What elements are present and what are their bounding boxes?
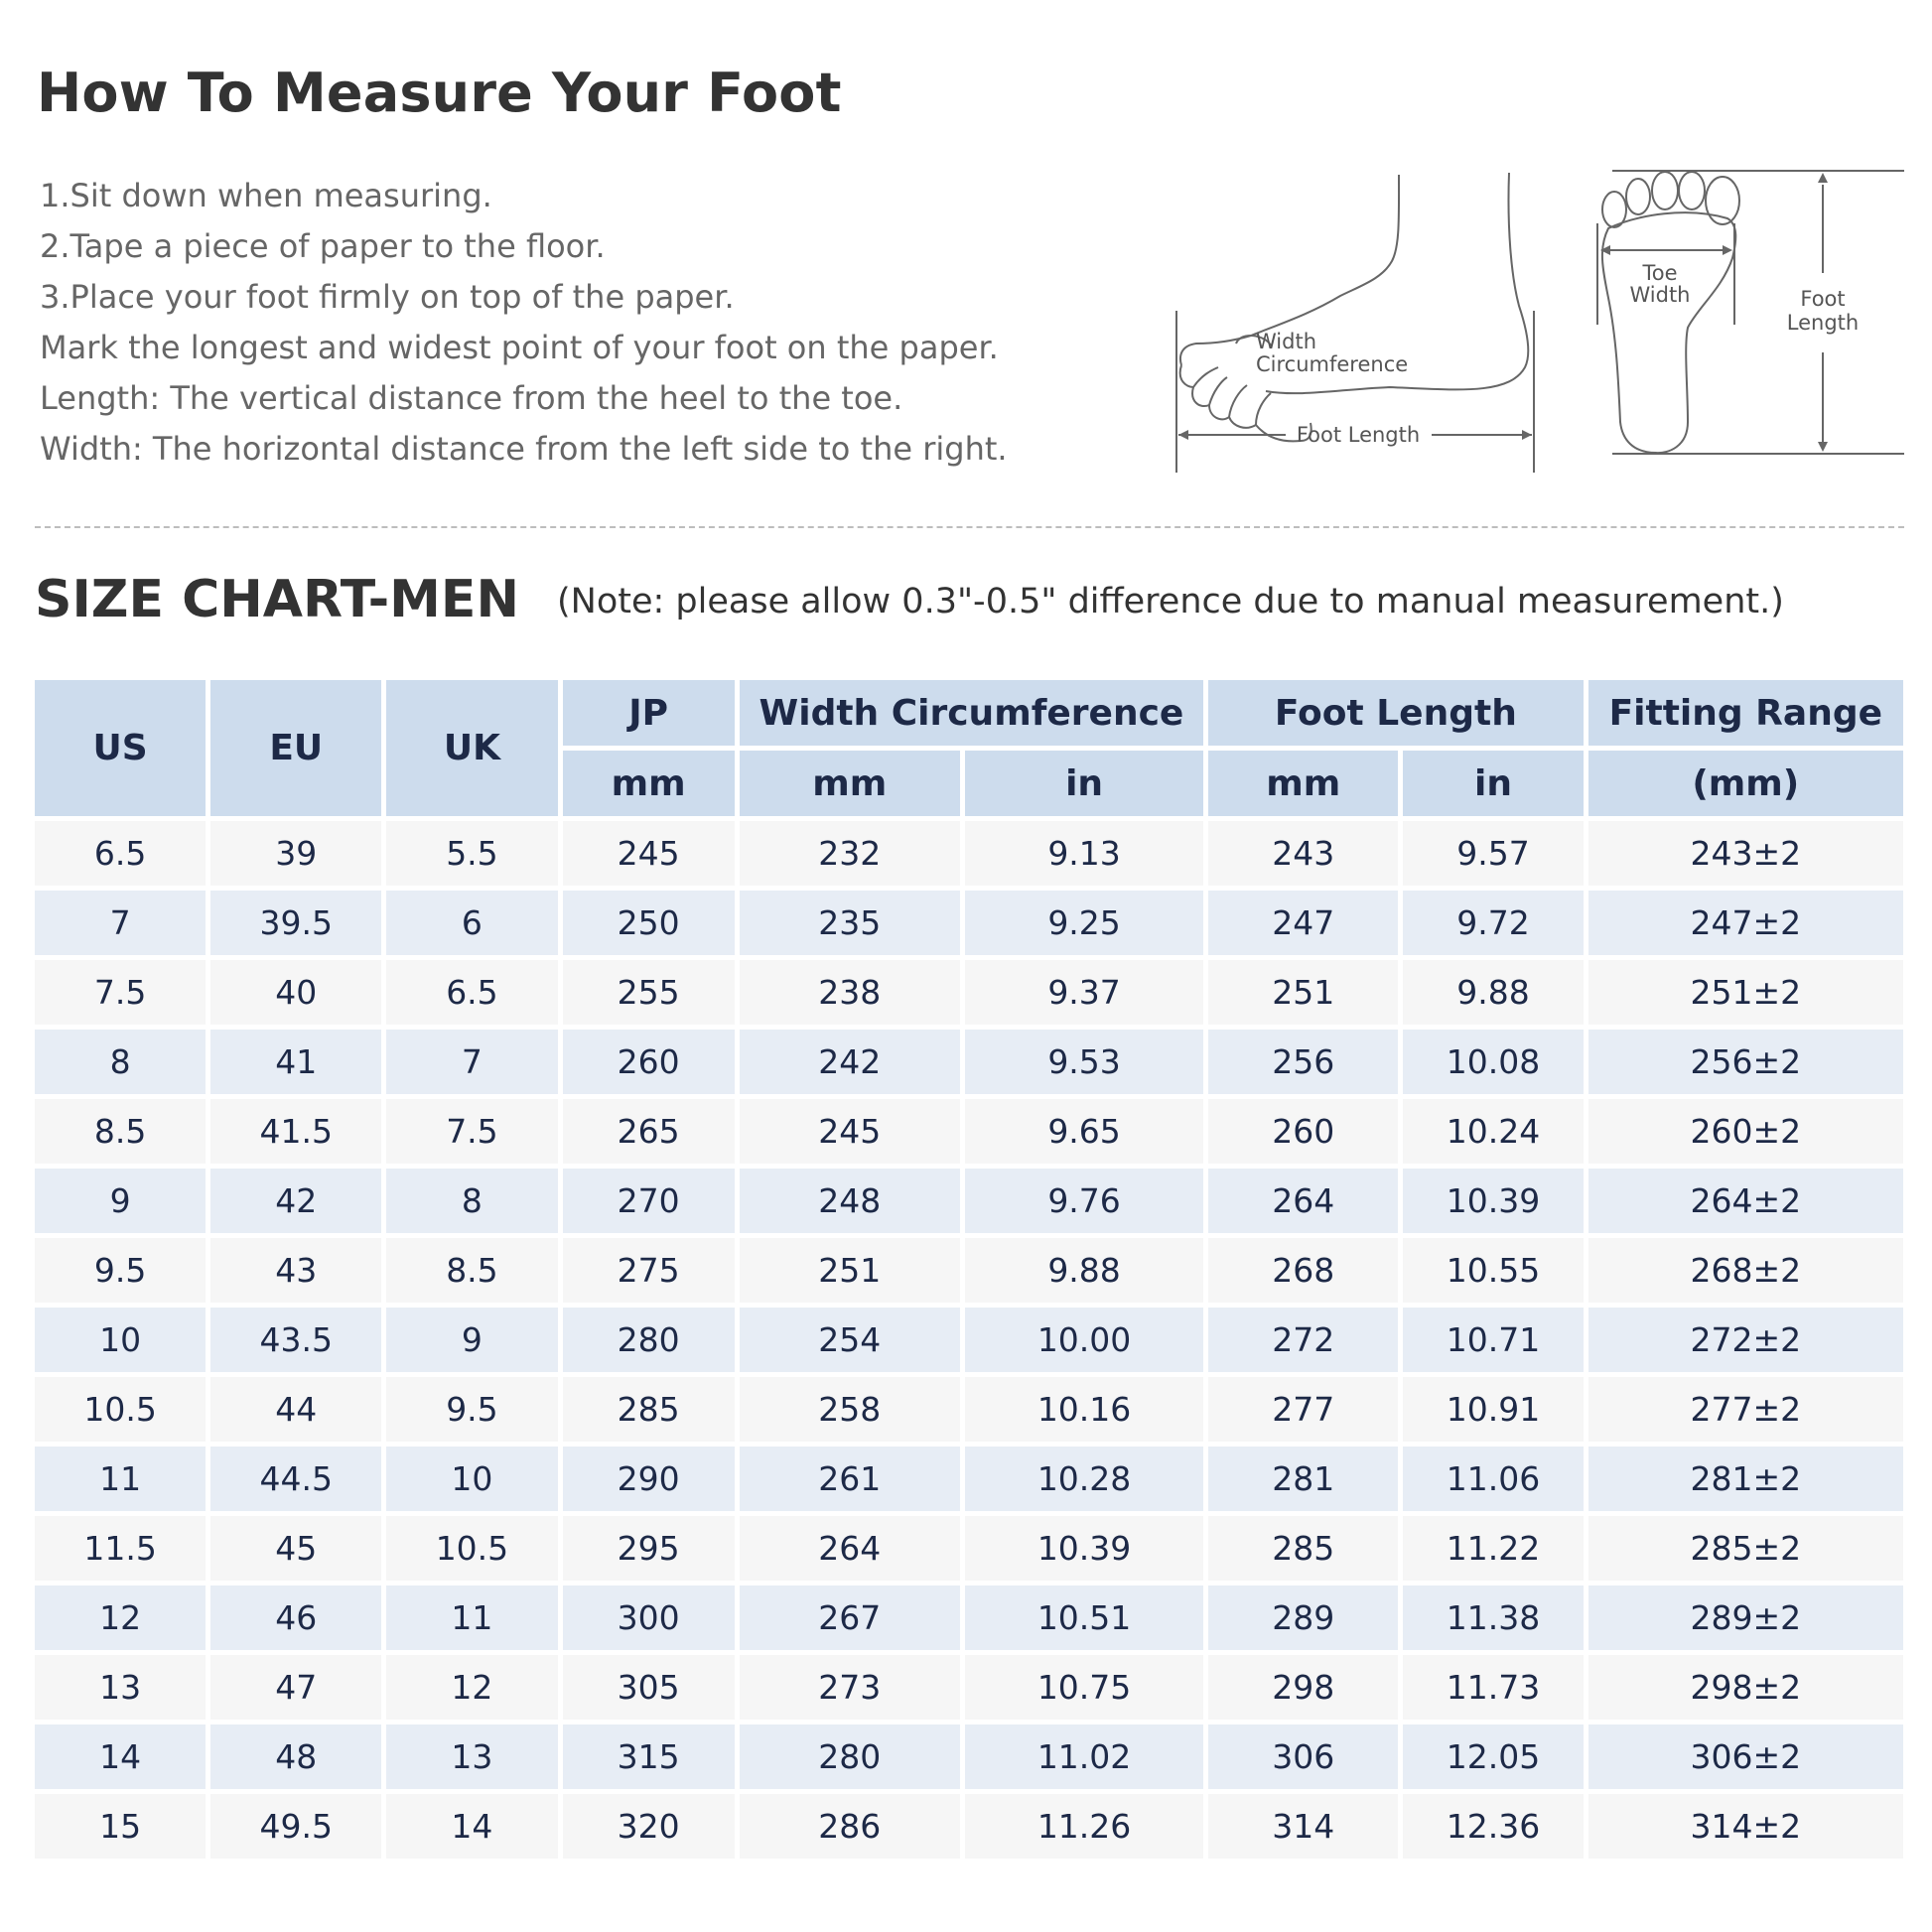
cell-wc-in: 9.76 (965, 1169, 1203, 1233)
cell-uk: 8.5 (386, 1238, 557, 1303)
cell-wc-mm: 238 (740, 960, 960, 1025)
cell-jp-mm: 255 (563, 960, 735, 1025)
cell-wc-in: 10.00 (965, 1308, 1203, 1372)
cell-wc-mm: 258 (740, 1377, 960, 1442)
measure-steps (40, 171, 1008, 475)
table-row (35, 1030, 1903, 1094)
cell-jp-mm: 270 (563, 1169, 735, 1233)
cell-jp-mm: 315 (563, 1725, 735, 1789)
cell-wc-in: 9.88 (965, 1238, 1203, 1303)
cell-us: 15 (35, 1794, 206, 1859)
toe-width-label-2: Width (1629, 283, 1691, 307)
header-fitting-range: Fitting Range (1588, 680, 1903, 746)
cell-fitting-range: 247±2 (1588, 891, 1903, 955)
cell-wc-mm: 251 (740, 1238, 960, 1303)
cell-uk: 7 (386, 1030, 557, 1094)
cell-fl-in: 10.71 (1403, 1308, 1583, 1372)
cell-wc-in: 10.16 (965, 1377, 1203, 1442)
header-jp-unit: mm (563, 751, 735, 816)
table-row (35, 1725, 1903, 1789)
cell-fl-in: 10.39 (1403, 1169, 1583, 1233)
cell-jp-mm: 275 (563, 1238, 735, 1303)
cell-fl-in: 12.05 (1403, 1725, 1583, 1789)
cell-fitting-range: 264±2 (1588, 1169, 1903, 1233)
table-row (35, 1099, 1903, 1164)
cell-eu: 48 (210, 1725, 381, 1789)
cell-fitting-range: 260±2 (1588, 1099, 1903, 1164)
width-circumference-label-1: Width (1256, 330, 1317, 353)
table-row (35, 1586, 1903, 1650)
cell-fl-in: 10.55 (1403, 1238, 1583, 1303)
cell-uk: 6 (386, 891, 557, 955)
cell-jp-mm: 250 (563, 891, 735, 955)
cell-us: 6.5 (35, 821, 206, 886)
cell-uk: 14 (386, 1794, 557, 1859)
cell-uk: 9 (386, 1308, 557, 1372)
cell-uk: 11 (386, 1586, 557, 1650)
cell-wc-mm: 264 (740, 1516, 960, 1581)
cell-wc-mm: 232 (740, 821, 960, 886)
table-row (35, 1516, 1903, 1581)
cell-jp-mm: 290 (563, 1447, 735, 1511)
table-row (35, 1169, 1903, 1233)
cell-us: 9 (35, 1169, 206, 1233)
cell-eu: 44.5 (210, 1447, 381, 1511)
top-foot-length-label-1: Foot (1800, 287, 1846, 311)
cell-fitting-range: 268±2 (1588, 1238, 1903, 1303)
cell-uk: 8 (386, 1169, 557, 1233)
cell-jp-mm: 280 (563, 1308, 735, 1372)
header-us: US (35, 680, 206, 816)
cell-jp-mm: 295 (563, 1516, 735, 1581)
cell-uk: 6.5 (386, 960, 557, 1025)
cell-eu: 46 (210, 1586, 381, 1650)
cell-eu: 41.5 (210, 1099, 381, 1164)
cell-fitting-range: 281±2 (1588, 1447, 1903, 1511)
cell-us: 13 (35, 1655, 206, 1720)
cell-fl-mm: 314 (1208, 1794, 1398, 1859)
size-chart-note: (Note: please allow 0.3"-0.5" difference due to manual measurement.) (557, 582, 1784, 621)
cell-us: 11.5 (35, 1516, 206, 1581)
header-jp: JP (563, 680, 735, 746)
cell-us: 14 (35, 1725, 206, 1789)
cell-fitting-range: 298±2 (1588, 1655, 1903, 1720)
cell-wc-mm: 280 (740, 1725, 960, 1789)
step-item: Length: The vertical distance from the heel to the toe. (40, 379, 903, 417)
size-chart-table (30, 675, 1908, 1863)
cell-uk: 7.5 (386, 1099, 557, 1164)
cell-wc-mm: 242 (740, 1030, 960, 1094)
cell-eu: 40 (210, 960, 381, 1025)
step-item: Width: The horizontal distance from the left side to the right. (40, 430, 1008, 468)
cell-eu: 43.5 (210, 1308, 381, 1372)
cell-fl-in: 11.73 (1403, 1655, 1583, 1720)
cell-eu: 49.5 (210, 1794, 381, 1859)
cell-fitting-range: 277±2 (1588, 1377, 1903, 1442)
cell-us: 12 (35, 1586, 206, 1650)
cell-wc-in: 10.75 (965, 1655, 1203, 1720)
cell-wc-in: 11.02 (965, 1725, 1203, 1789)
toe-width-label-1: Toe (1642, 261, 1678, 285)
cell-eu: 43 (210, 1238, 381, 1303)
cell-jp-mm: 285 (563, 1377, 735, 1442)
cell-fl-mm: 289 (1208, 1586, 1398, 1650)
cell-wc-mm: 261 (740, 1447, 960, 1511)
cell-fl-in: 10.08 (1403, 1030, 1583, 1094)
cell-eu: 44 (210, 1377, 381, 1442)
table-row (35, 1377, 1903, 1442)
cell-wc-mm: 254 (740, 1308, 960, 1372)
cell-fitting-range: 306±2 (1588, 1725, 1903, 1789)
table-row (35, 960, 1903, 1025)
cell-fl-in: 11.38 (1403, 1586, 1583, 1650)
header-fl-in: in (1403, 751, 1583, 816)
table-row (35, 821, 1903, 886)
cell-us: 7 (35, 891, 206, 955)
cell-wc-in: 9.65 (965, 1099, 1203, 1164)
cell-uk: 5.5 (386, 821, 557, 886)
cell-jp-mm: 305 (563, 1655, 735, 1720)
cell-fl-in: 9.57 (1403, 821, 1583, 886)
cell-jp-mm: 245 (563, 821, 735, 886)
cell-fitting-range: 289±2 (1588, 1586, 1903, 1650)
cell-fl-mm: 281 (1208, 1447, 1398, 1511)
top-foot-diagram (1588, 159, 1906, 467)
cell-us: 8.5 (35, 1099, 206, 1164)
cell-fl-mm: 247 (1208, 891, 1398, 955)
cell-fl-in: 12.36 (1403, 1794, 1583, 1859)
cell-wc-in: 10.28 (965, 1447, 1203, 1511)
cell-fl-mm: 298 (1208, 1655, 1398, 1720)
cell-fitting-range: 251±2 (1588, 960, 1903, 1025)
cell-fitting-range: 314±2 (1588, 1794, 1903, 1859)
cell-wc-in: 11.26 (965, 1794, 1203, 1859)
header-fl-mm: mm (1208, 751, 1398, 816)
table-row (35, 1447, 1903, 1511)
side-foot-length-label: Foot Length (1296, 423, 1421, 447)
step-item: 3.Place your foot firmly on top of the paper. (40, 278, 735, 316)
section-divider (35, 526, 1904, 528)
cell-us: 8 (35, 1030, 206, 1094)
cell-eu: 47 (210, 1655, 381, 1720)
cell-wc-mm: 235 (740, 891, 960, 955)
cell-us: 10.5 (35, 1377, 206, 1442)
table-row (35, 1238, 1903, 1303)
header-wc-mm: mm (740, 751, 960, 816)
cell-uk: 13 (386, 1725, 557, 1789)
size-chart-title: SIZE CHART-MEN (35, 570, 519, 629)
cell-wc-in: 9.13 (965, 821, 1203, 886)
cell-uk: 12 (386, 1655, 557, 1720)
cell-fl-in: 9.72 (1403, 891, 1583, 955)
side-foot-diagram (1162, 167, 1549, 484)
header-eu: EU (210, 680, 381, 816)
cell-fl-in: 10.24 (1403, 1099, 1583, 1164)
cell-us: 7.5 (35, 960, 206, 1025)
cell-eu: 42 (210, 1169, 381, 1233)
cell-wc-mm: 248 (740, 1169, 960, 1233)
cell-fl-mm: 272 (1208, 1308, 1398, 1372)
cell-uk: 9.5 (386, 1377, 557, 1442)
table-row (35, 1655, 1903, 1720)
cell-uk: 10.5 (386, 1516, 557, 1581)
cell-eu: 39 (210, 821, 381, 886)
cell-eu: 45 (210, 1516, 381, 1581)
step-item: Mark the longest and widest point of your foot on the paper. (40, 329, 999, 366)
cell-fl-mm: 256 (1208, 1030, 1398, 1094)
cell-wc-mm: 267 (740, 1586, 960, 1650)
cell-eu: 41 (210, 1030, 381, 1094)
cell-wc-in: 9.53 (965, 1030, 1203, 1094)
step-item: 2.Tape a piece of paper to the floor. (40, 227, 606, 265)
cell-fl-mm: 268 (1208, 1238, 1398, 1303)
cell-fitting-range: 272±2 (1588, 1308, 1903, 1372)
cell-fl-in: 9.88 (1403, 960, 1583, 1025)
table-row (35, 1794, 1903, 1859)
cell-fl-in: 11.06 (1403, 1447, 1583, 1511)
cell-wc-mm: 245 (740, 1099, 960, 1164)
header-foot-length: Foot Length (1208, 680, 1583, 746)
header-wc-in: in (965, 751, 1203, 816)
side-foot-icon (1162, 167, 1549, 484)
header-width-circumference: Width Circumference (740, 680, 1204, 746)
width-circumference-label-2: Circumference (1256, 352, 1409, 376)
cell-us: 11 (35, 1447, 206, 1511)
top-foot-icon (1588, 159, 1906, 467)
cell-fitting-range: 285±2 (1588, 1516, 1903, 1581)
header-fr-unit: (mm) (1588, 751, 1903, 816)
cell-fl-in: 11.22 (1403, 1516, 1583, 1581)
header-uk: UK (386, 680, 557, 816)
cell-fitting-range: 256±2 (1588, 1030, 1903, 1094)
cell-wc-in: 10.51 (965, 1586, 1203, 1650)
cell-jp-mm: 260 (563, 1030, 735, 1094)
cell-fl-mm: 260 (1208, 1099, 1398, 1164)
cell-wc-in: 9.37 (965, 960, 1203, 1025)
cell-us: 10 (35, 1308, 206, 1372)
cell-wc-in: 10.39 (965, 1516, 1203, 1581)
table-row (35, 1308, 1903, 1372)
cell-fl-mm: 306 (1208, 1725, 1398, 1789)
top-foot-length-label-2: Length (1786, 311, 1860, 335)
cell-fitting-range: 243±2 (1588, 821, 1903, 886)
cell-jp-mm: 320 (563, 1794, 735, 1859)
cell-jp-mm: 265 (563, 1099, 735, 1164)
cell-wc-mm: 273 (740, 1655, 960, 1720)
cell-fl-mm: 285 (1208, 1516, 1398, 1581)
cell-fl-mm: 251 (1208, 960, 1398, 1025)
measure-title: How To Measure Your Foot (37, 62, 842, 124)
cell-fl-mm: 243 (1208, 821, 1398, 886)
step-item: 1.Sit down when measuring. (40, 177, 492, 214)
cell-uk: 10 (386, 1447, 557, 1511)
cell-fl-in: 10.91 (1403, 1377, 1583, 1442)
cell-jp-mm: 300 (563, 1586, 735, 1650)
cell-eu: 39.5 (210, 891, 381, 955)
table-row (35, 891, 1903, 955)
cell-wc-in: 9.25 (965, 891, 1203, 955)
cell-us: 9.5 (35, 1238, 206, 1303)
cell-fl-mm: 277 (1208, 1377, 1398, 1442)
cell-fl-mm: 264 (1208, 1169, 1398, 1233)
cell-wc-mm: 286 (740, 1794, 960, 1859)
